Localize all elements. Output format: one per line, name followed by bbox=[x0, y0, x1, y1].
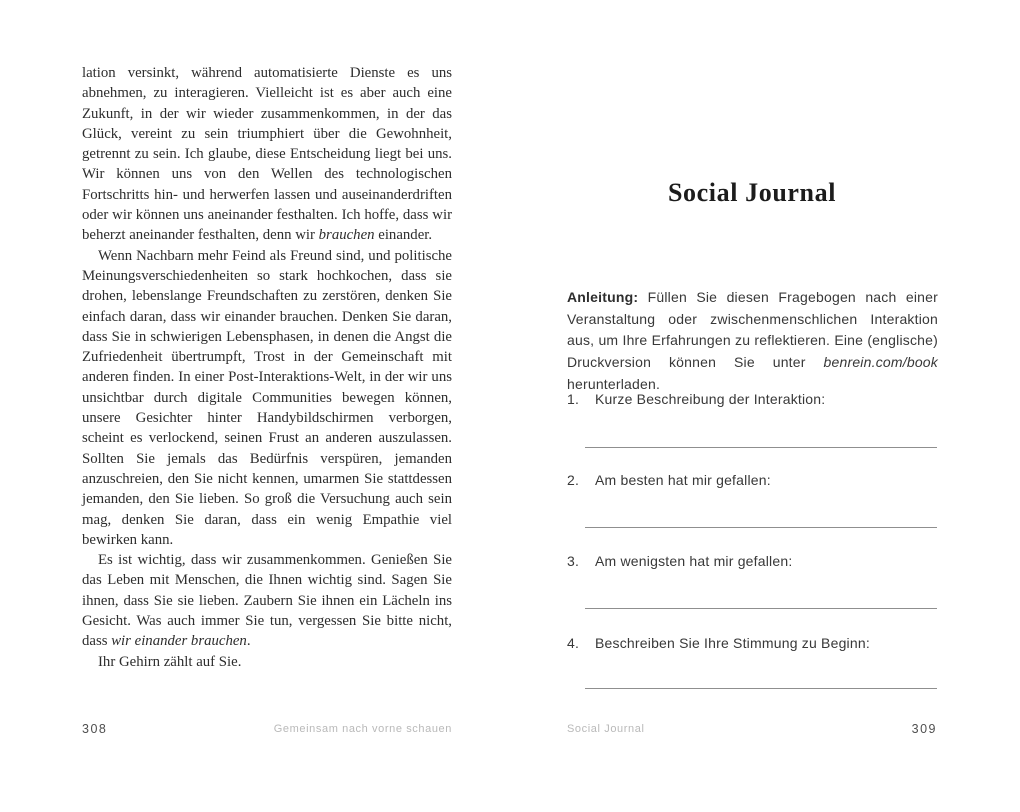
question-item bbox=[567, 472, 937, 488]
emphasized-text: wir einander brauchen bbox=[111, 633, 247, 650]
question-item bbox=[567, 635, 937, 651]
emphasized-text: brauchen bbox=[318, 227, 375, 244]
body-paragraph bbox=[82, 63, 452, 246]
body-text bbox=[82, 63, 452, 672]
paragraph-text: lation versinkt, während automatisierte Dienste es uns abnehmen, zu interagieren. Vielleicht ist es aber auch eine Zukunft, in der wir wieder zusammenkommen, in der das Glück, vereint zu sein triumphiert über die Gewohnheit, getrennt zu sein. Ich glaube, diese Entscheidung liegt bei uns. Wir können uns von den Wellen des technologischen Fortschritts hin- und herwerfen lassen und auseinanderdriften oder wir können uns aneinander festhalten. Ich hoffe, dass wir beherzt aneinander festhalten, denn wir bbox=[82, 65, 452, 244]
body-paragraph bbox=[82, 246, 452, 550]
answer-blank-line bbox=[585, 688, 937, 689]
question-label: Am wenigsten hat mir gefallen: bbox=[595, 553, 793, 569]
paragraph-text: Ihr Gehirn zählt auf Sie. bbox=[98, 653, 242, 670]
running-title: Gemeinsam nach vorne schauen bbox=[273, 723, 452, 735]
question-item bbox=[567, 553, 937, 569]
question-number: 3. bbox=[567, 553, 580, 569]
paragraph-text: Wenn Nachbarn mehr Feind als Freund sind, und politische Meinungsverschiedenheiten so stark hochkochen, dass sie drohen, lebenslange Freundschaften zu zerstören, denken Sie einfach daran, dass wir einander brauchen. Denken Sie daran, dass Sie in schwierigen Lebensphasen, in denen die Angst die Zufriedenheit übertrumpft, Trost in der Gemeinschaft mit anderen finden. In einer Post-Interaktions-Welt, in der wir uns unsichtbar durch digitale Communities bewegen können, unsere Gesichter hinter Handybildschirmen verborgen, scheint es verlockend, seinen Frust an anderen auszulassen. Sollten Sie jemals das Bedürfnis verspüren, jemanden anzuschreien, den Sie nicht kennen, umarmen Sie stattdessen jemanden, den Sie lieben. So groß die Versuchung auch sein mag, denken Sie daran, dass ein wenig Empathie viel bewirken kann. bbox=[82, 247, 452, 548]
question-label: Beschreiben Sie Ihre Stimmung zu Beginn: bbox=[595, 635, 870, 651]
page-number: 308 bbox=[82, 722, 108, 736]
instruction-body: herunterladen. bbox=[567, 375, 661, 392]
instruction-body: Füllen Sie diesen Fragebogen nach einer Veranstaltung oder zwischenmenschlichen Interaktion aus, um Ihre Erfahrungen zu reflektieren. Eine (englische) Druckversion können Sie unter bbox=[567, 289, 938, 371]
question-label: Kurze Beschreibung der Interaktion: bbox=[595, 391, 826, 407]
paragraph-text: einander. bbox=[374, 227, 433, 244]
answer-blank-line bbox=[585, 608, 937, 609]
page-number: 309 bbox=[911, 722, 937, 736]
answer-blank-line bbox=[585, 527, 937, 528]
question-number: 4. bbox=[567, 635, 580, 651]
answer-blank-line bbox=[585, 447, 937, 448]
paragraph-text: . bbox=[246, 633, 251, 650]
instruction-label: Anleitung: bbox=[567, 289, 639, 305]
body-paragraph bbox=[82, 550, 452, 651]
question-label: Am besten hat mir gefallen: bbox=[595, 472, 771, 488]
page-title: Social Journal bbox=[667, 178, 837, 207]
body-paragraph bbox=[82, 652, 452, 672]
instruction-text bbox=[567, 287, 938, 396]
paragraph-text: Es ist wichtig, dass wir zusammenkommen. Genießen Sie das Leben mit Menschen, die Ihnen wichtig sind. Sagen Sie ihnen, dass Sie sie lieben. Zaubern Sie ihnen ein Lächeln ins Gesicht. Was auch immer Sie tun, vergessen Sie bitte nicht, dass bbox=[82, 552, 452, 650]
question-number: 1. bbox=[567, 391, 580, 407]
website-reference: benrein.com/book bbox=[823, 354, 938, 371]
question-item bbox=[567, 391, 937, 407]
running-title: Social Journal bbox=[567, 723, 645, 735]
question-number: 2. bbox=[567, 472, 580, 488]
